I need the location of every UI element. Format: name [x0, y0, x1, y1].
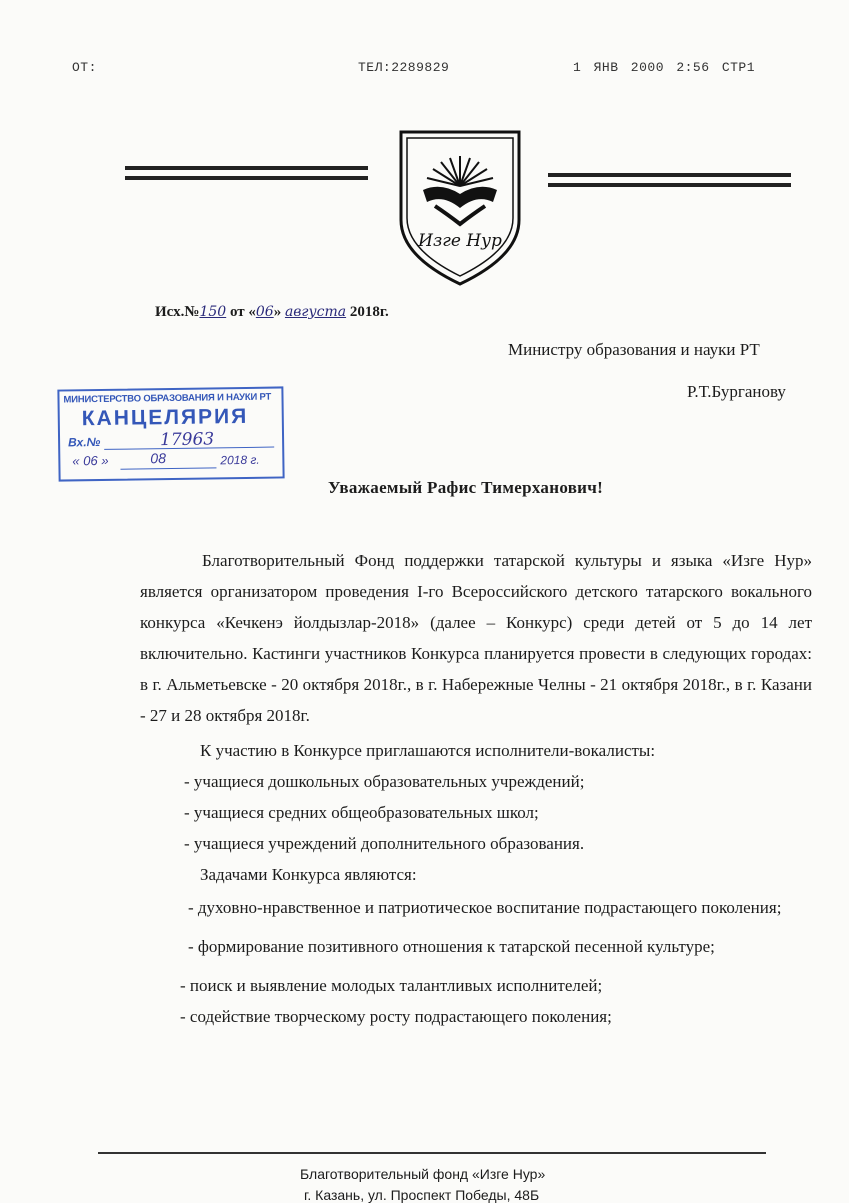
registry-stamp	[57, 386, 284, 481]
stamp-rule-date	[120, 467, 216, 469]
paragraph-intro: Благотворительный Фонд поддержки татарской культуры и языка «Изге Нур» является организатором проведения I-го Всероссийского детского татарского вокального конкурса «Кечкенэ йолдызлар-2018» (далее – Конкурс) среди детей от 5 до 14 лет включительно. Кастинги участников Конкурса планируется провести в следующих городах: в г. Альметьевске - 20 октября 2018г., в г. Набережные Челны - 21 октября 2018г., в г. Казани - 27 и 28 октября 2018г.	[140, 551, 812, 725]
header-rule-left	[125, 165, 368, 182]
footer-rule	[98, 1152, 766, 1154]
fax-datetime: 1 ЯНВ 2000 2:56 СТР1	[573, 60, 756, 75]
stamp-day: « 06 »	[72, 452, 109, 469]
task-item: - содействие творческому росту подрастающего поколения;	[180, 1007, 612, 1026]
addressee-title: Министру образования и науки РТ	[508, 340, 760, 359]
outgoing-reference	[155, 304, 389, 321]
outgoing-month: августа	[284, 304, 347, 320]
outgoing-number: 150	[199, 304, 227, 320]
outgoing-prefix: Исх.№	[155, 304, 200, 320]
stamp-year: 2018 г.	[220, 452, 260, 468]
open-book-with-rays-icon	[395, 128, 525, 288]
stamp-month: 08	[150, 450, 167, 467]
invite-line: К участию в Конкурсе приглашаются исполнители-вокалисты:	[200, 741, 656, 760]
participant-item: - учащиеся учреждений дополнительного образования.	[184, 834, 585, 853]
task-item: - духовно-нравственное и патриотическое воспитание подрастающего поколения;	[188, 898, 782, 917]
task-item: - формирование позитивного отношения к татарской песенной культуре;	[188, 937, 715, 956]
addressee-name: Р.Т.Бурганову	[687, 382, 786, 401]
participant-item: - учащиеся дошкольных образовательных учреждений;	[184, 772, 585, 791]
footer-address: г. Казань, ул. Проспект Победы, 48Б	[304, 1187, 540, 1203]
izge-nur-logo	[395, 128, 525, 288]
header-rule-right	[548, 172, 791, 189]
outgoing-from: от «	[229, 304, 256, 320]
fax-phone: ТЕЛ:2289829	[358, 60, 450, 75]
outgoing-day: 06	[255, 304, 274, 320]
stamp-org: МИНИСТЕРСТВО ОБРАЗОВАНИЯ И НАУКИ РТ	[63, 391, 272, 406]
fax-from: ОТ:	[72, 60, 97, 75]
participant-item: - учащиеся средних общеобразовательных школ;	[184, 803, 539, 822]
logo-text: Изге Нур	[418, 231, 502, 251]
stamp-title: КАНЦЕЛЯРИЯ	[81, 404, 249, 431]
tasks-intro: Задачами Конкурса являются:	[200, 865, 417, 884]
outgoing-year: 2018г.	[346, 304, 389, 320]
stamp-in-label: Вх.№	[68, 434, 101, 450]
greeting: Уважаемый Рафис Тимерханович!	[328, 478, 604, 497]
footer-org: Благотворительный фонд «Изге Нур»	[300, 1166, 546, 1182]
task-item: - поиск и выявление молодых талантливых исполнителей;	[180, 976, 603, 995]
stamp-in-number: 17963	[159, 429, 215, 451]
letter-body	[140, 545, 812, 1032]
outgoing-mid: »	[273, 304, 285, 320]
